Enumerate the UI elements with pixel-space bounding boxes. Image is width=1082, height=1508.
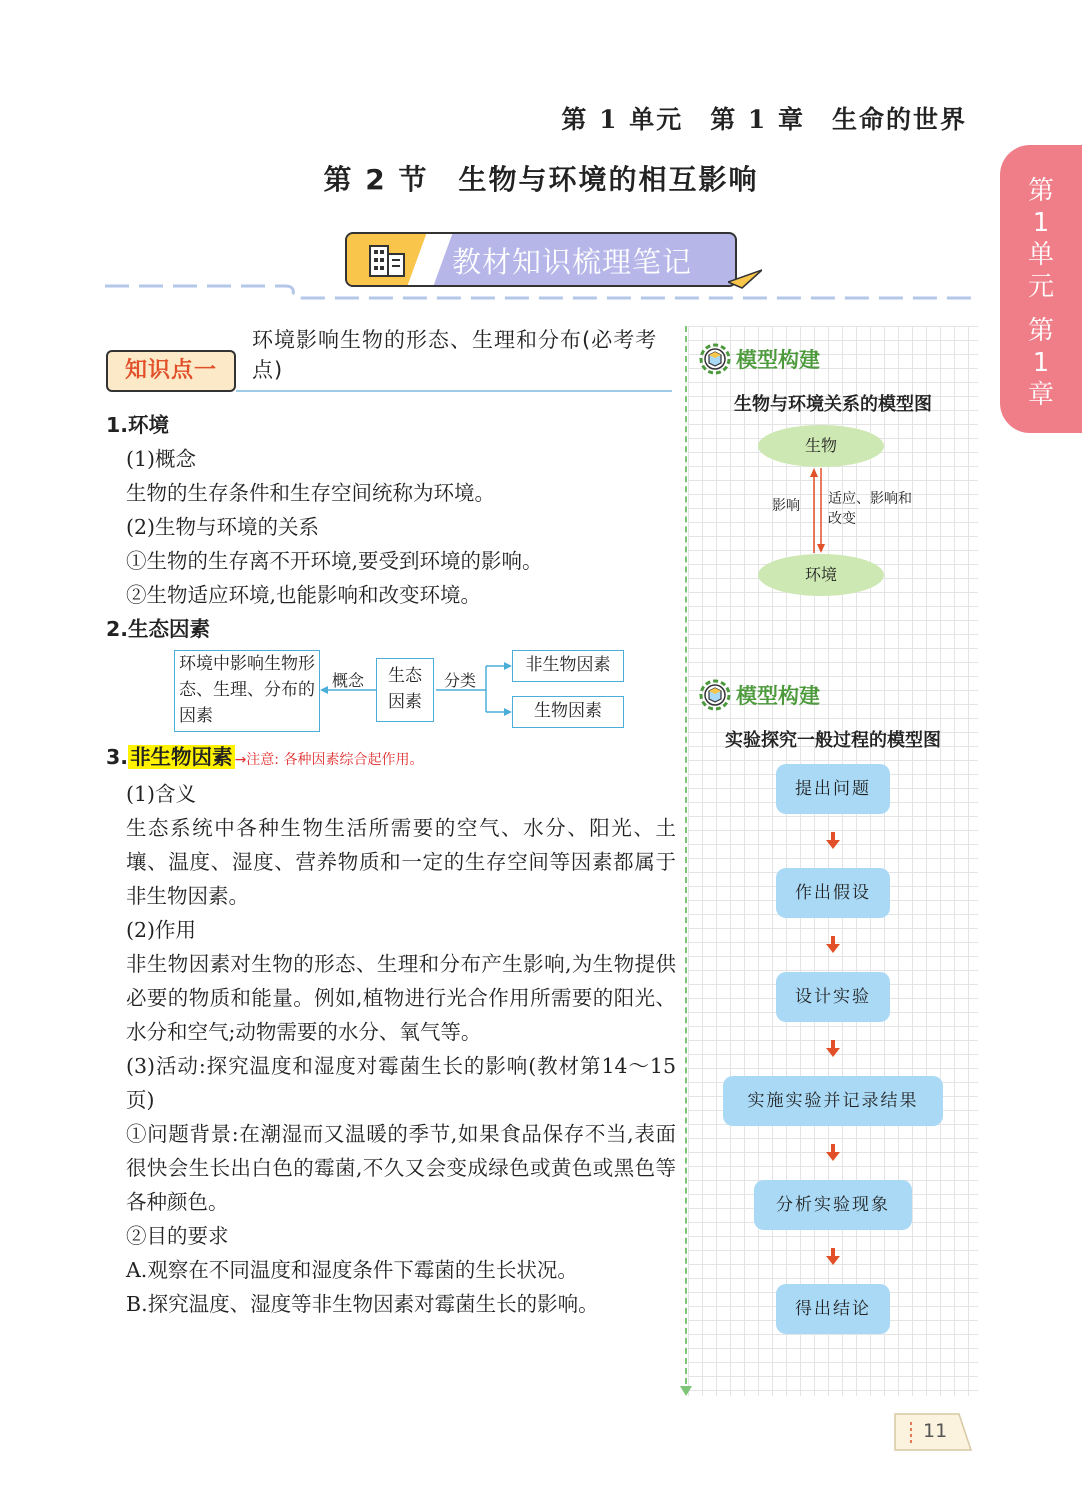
flow-step: 作出假设	[776, 868, 890, 918]
paragraph: A.观察在不同温度和湿度条件下霉菌的生长状况。	[126, 1258, 578, 1282]
paragraph: 生态系统中各种生物生活所需要的空气、水分、阳光、土壤、温度、湿度、营养物质和一定的生存空间等因素都属于非生物因素。	[126, 816, 676, 908]
heading-abiotic	[106, 740, 676, 777]
page-number	[893, 1412, 973, 1452]
down-arrow-icon	[680, 1386, 692, 1396]
model-subtitle: 实验探究一般过程的模型图	[725, 730, 941, 751]
side-tab-line: 元	[1027, 272, 1054, 302]
paragraph: B.探究温度、湿度等非生物因素对霉菌生长的影响。	[126, 1292, 599, 1316]
model-heading-text: 模型构建	[736, 684, 820, 708]
heading-number: 3.	[106, 745, 129, 769]
ecological-factor-diagram	[106, 646, 676, 740]
knowledge-point-underline	[236, 390, 672, 392]
relation-arrows	[808, 467, 828, 554]
side-tab-line: 单	[1027, 240, 1054, 270]
sub-heading: (2)生物与环境的关系	[126, 515, 320, 539]
gear-cube-icon	[698, 342, 732, 376]
organism-ellipse: 生物	[758, 425, 884, 467]
heading-ecological-factors: 2.生态因素	[106, 617, 211, 641]
flow-step: 分析实验现象	[754, 1180, 912, 1230]
paragraph: 生物的生存条件和生存空间统称为环境。	[126, 481, 495, 505]
flow-step: 实施实验并记录结果	[723, 1076, 943, 1126]
model-panel	[688, 326, 978, 1396]
influence-label: 影响	[772, 498, 800, 514]
side-tab-line: 1	[1032, 348, 1050, 378]
adapt-label: 适应、影响和改变	[828, 491, 912, 527]
knowledge-point-title: 环境影响生物的形态、生理和分布(必考考点)	[252, 328, 658, 382]
side-tab-line: 章	[1027, 380, 1054, 410]
flow-arrow-icon	[826, 1248, 840, 1266]
sub-heading: ②目的要求	[126, 1224, 229, 1248]
definition-box: 环境中影响生物形态、生理、分布的因素	[174, 650, 320, 732]
knowledge-point-badge: 知识点一	[106, 350, 236, 392]
model-heading	[698, 678, 820, 712]
flow-step: 得出结论	[776, 1284, 890, 1334]
flow-arrow-icon	[826, 832, 840, 850]
flow-arrow-icon	[826, 1040, 840, 1058]
divider-dashes	[105, 284, 975, 304]
section-title: 第 2 节 生物与环境的相互影响	[323, 163, 759, 196]
abiotic-factor-box: 非生物因素	[512, 650, 624, 682]
concept-label: 概念	[332, 671, 365, 690]
side-tab-line: 第	[1027, 316, 1054, 346]
page-number-text: 11	[923, 1420, 948, 1442]
paragraph: ①生物的生存离不开环境,要受到环境的影响。	[126, 549, 543, 573]
chapter-header: 第 1 单元 第 1 章 生命的世界	[561, 105, 967, 134]
side-tab-line: 第	[1027, 176, 1054, 206]
section-banner	[345, 232, 737, 287]
main-content	[106, 408, 676, 1321]
side-tab[interactable]	[1000, 145, 1082, 433]
classify-label: 分类	[444, 671, 477, 690]
flow-arrow-icon	[826, 936, 840, 954]
note-annotation: →注意: 各种因素综合起作用。	[234, 752, 424, 768]
biotic-factor-box: 生物因素	[512, 696, 624, 728]
highlighted-term: 非生物因素	[130, 745, 233, 769]
gear-cube-icon	[698, 678, 732, 712]
sub-heading: (1)含义	[126, 782, 197, 806]
model-heading	[698, 342, 820, 376]
side-tab-line: 1	[1032, 208, 1050, 238]
environment-ellipse: 环境	[758, 554, 884, 596]
flow-arrow-icon	[826, 1144, 840, 1162]
paragraph: ②生物适应环境,也能影响和改变环境。	[126, 583, 482, 607]
panel-divider	[685, 326, 687, 1394]
ecological-factor-box: 生态因素	[376, 658, 434, 722]
banner-title: 教材知识梳理笔记	[452, 245, 693, 279]
flow-step: 设计实验	[776, 972, 890, 1022]
model-subtitle: 生物与环境关系的模型图	[734, 394, 932, 415]
sub-heading: (2)作用	[126, 918, 197, 942]
model-heading-text: 模型构建	[736, 348, 820, 372]
paragraph: (3)活动:探究温度和湿度对霉菌生长的影响(教材第14～15 页)	[126, 1054, 676, 1112]
heading-environment: 1.环境	[106, 413, 170, 437]
flow-step: 提出问题	[776, 764, 890, 814]
sub-heading: (1)概念	[126, 447, 197, 471]
paragraph: ①问题背景:在潮湿而又温暖的季节,如果食品保存不当,表面很快会生长出白色的霉菌,不久又会变成绿色或黄色或黑色等各种颜色。	[126, 1122, 676, 1214]
paragraph: 非生物因素对生物的形态、生理和分布产生影响,为生物提供必要的物质和能量。例如,植物进行光合作用所需要的阳光、水分和空气;动物需要的水分、氧气等。	[126, 952, 676, 1044]
